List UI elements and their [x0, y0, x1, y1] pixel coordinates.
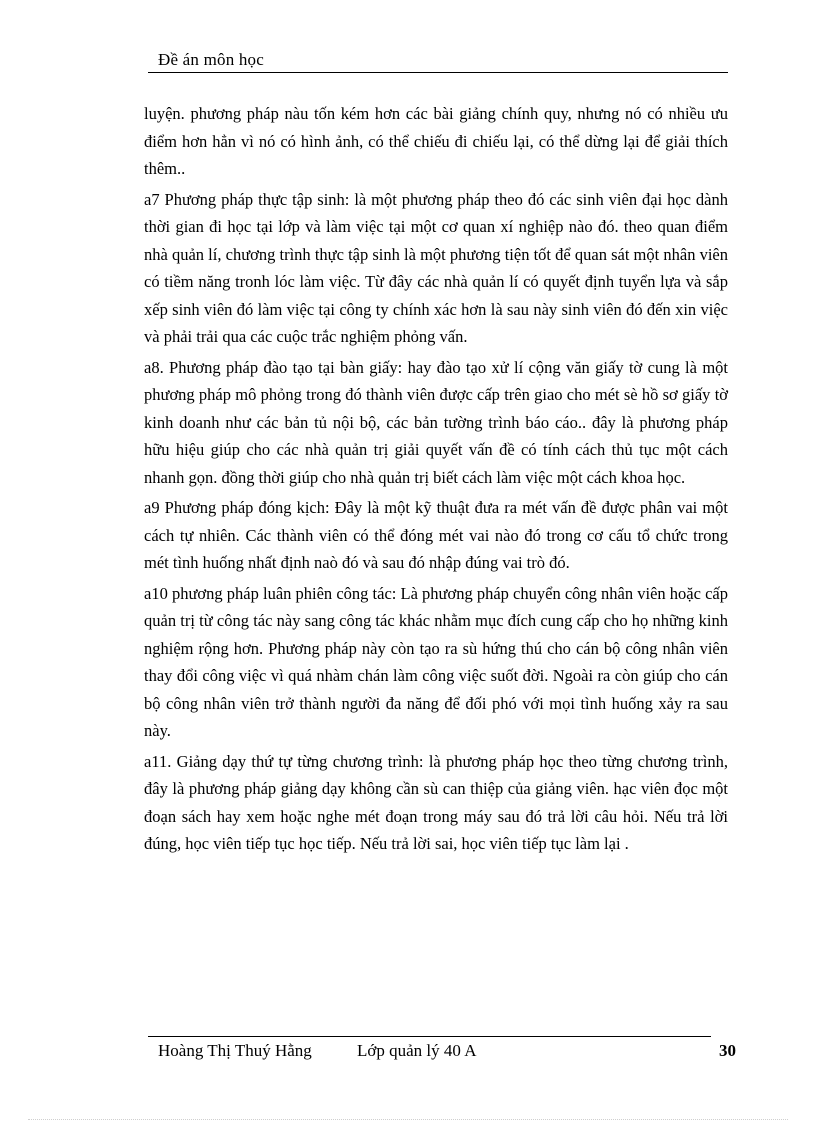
footer-divider: [148, 1036, 711, 1037]
paragraph-a9: a9 Phương pháp đóng kịch: Đây là một kỹ thuật đưa ra mét vấn đề được phân vai một cách tự nhiên. Các thành viên có thể đóng mét vai nào đó trong cơ cấu tổ chức trong mét tình huống nhất định naò đó và sau đó nhập đúng vai trò đó.: [144, 498, 728, 572]
paragraph-a8: a8. Phương pháp đào tạo tại bàn giấy: hay đào tạo xử lí cộng văn giấy tờ cung là một phương pháp mô phỏng trong đó thành viên được cấp trên giao cho mét sè hồ sơ giấy tờ kinh doanh như các bản tủ nội bộ, các bản tường trình báo cáo.. đây là phương pháp hữu hiệu giúp cho các nhà quản trị giải quyết vấn đề có tính cách thủ tục một cách nhanh gọn. đồng thời giúp cho nhà quản trị biết cách làm việc một cách khoa học.: [144, 357, 728, 487]
page-number: 30: [719, 1041, 736, 1060]
paragraph-continuation: luyện. phương pháp nàu tốn kém hơn các bài giảng chính quy, nhưng nó có nhiều ưu điểm hơn hẳn vì nó có hình ảnh, có thể chiếu đi chiếu lại, có thể dừng lại để giải thích thêm..: [144, 104, 728, 178]
footer-class: Lớp quản lý 40 A: [357, 1041, 477, 1060]
document-body: [144, 100, 728, 861]
paragraph-a11: a11. Giảng dạy thứ tự từng chương trình: là phương pháp học theo từng chương trình, đây là phương pháp giảng dạy không cần sù can thiệp của giảng viên. hạc viên đọc một đoạn sách hay xem hoặc nghe mét đoạn trong máy sau đó trả lời câu hỏi. Nếu trả lời đúng, học viên tiếp tục học tiếp. Nếu trả lời sai, học viên tiếp tục làm lại .: [144, 751, 728, 853]
header-title: Đề án môn học: [158, 50, 264, 69]
page-header: [148, 50, 728, 73]
footer-author: Hoàng Thị Thuý Hằng: [158, 1041, 312, 1060]
paragraph-a10: a10 phương pháp luân phiên công tác: Là phương pháp chuyển công nhân viên hoặc cấp quản trị từ công tác này sang công tác khác nhằm mục đích cung cấp cho họ những kinh nghiệm rộng hơn. Phương pháp này còn tạo ra sù hứng thú cho cán bộ công nhân viên thay đổi công việc vì quá nhàm chán làm công việc suốt đời. Ngoài ra còn giúp cho cán bộ công nhân viên trở thành người đa năng để đối phó với mọi tình huống xảy ra sau này.: [144, 583, 728, 740]
page-edge: [28, 1119, 788, 1120]
paragraph-a7: a7 Phương pháp thực tập sinh: là một phương pháp theo đó các sinh viên đại học dành thời gian đi học tại lớp và làm việc tại một cơ quan xí nghiệp nào đó. theo quan điểm nhà quản lí, chương trình thực tập sinh là một phương tiện tốt để quan sát một nhân viên có tiềm năng tronh lóc làm việc. Từ đây các nhà quản lí có quyết định tuyển lựa và sắp xếp sinh viên đó làm việc tại công ty chính xác hơn là sau này sinh viên đó đến xin việc và phải trải qua các cuộc trắc nghiệm phỏng vấn.: [144, 189, 728, 346]
